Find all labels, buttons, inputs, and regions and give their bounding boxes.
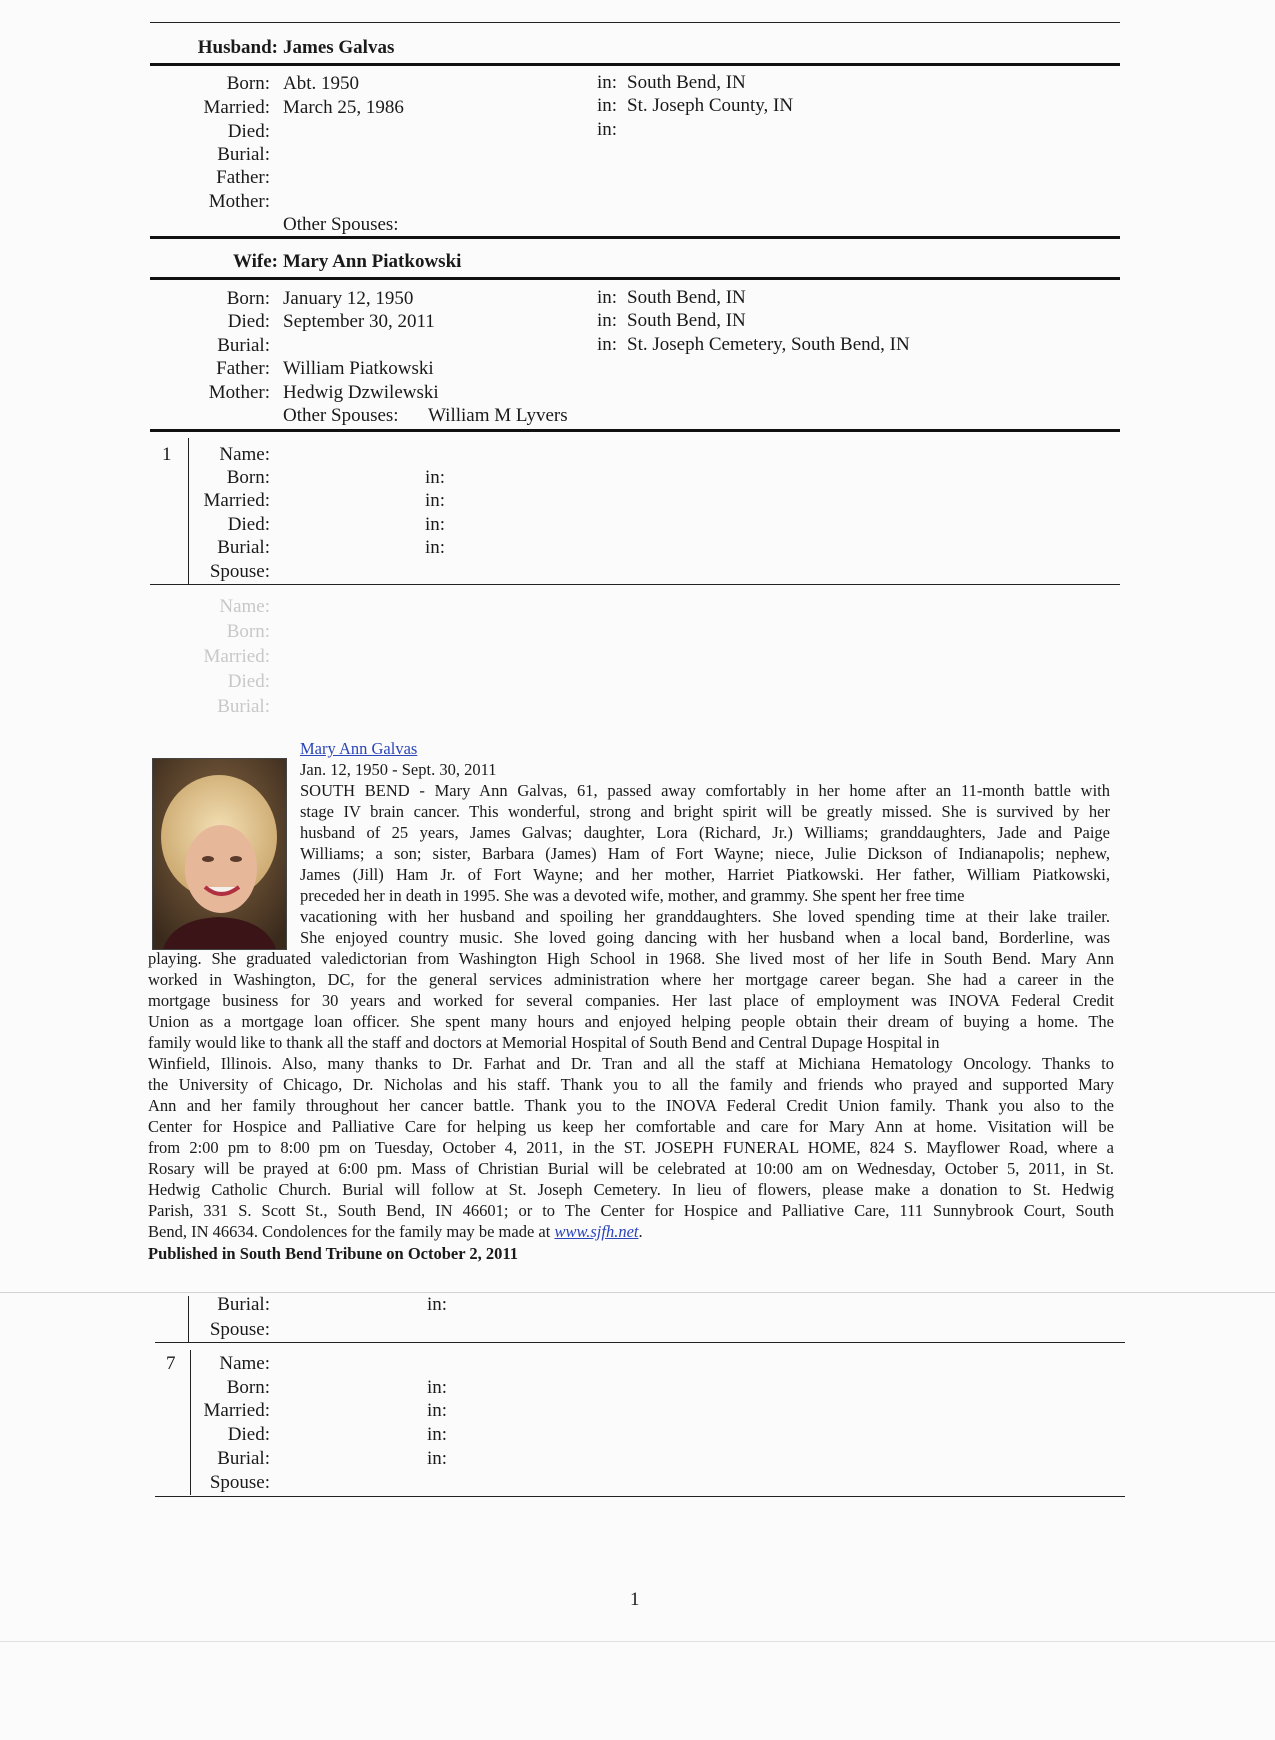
funeral-home-link[interactable]: www.sjfh.net (554, 1222, 639, 1241)
child7-burial-in: in: (427, 1448, 448, 1469)
wife-born-value: January 12, 1950 (283, 288, 414, 309)
wife-other-spouses-label: Other Spouses: (283, 405, 399, 426)
husband-married-in-label: in: (597, 95, 618, 116)
wife-mother-value: Hedwig Dzwilewski (283, 382, 439, 403)
child7-burial-label: Burial: (217, 1448, 270, 1469)
wife-father-label: Father: (216, 358, 270, 379)
obituary-line: mortgage business for 30 years and worked for several companies. Her last place of employment was INOVA Federal Credit (148, 991, 1114, 1010)
obituary-line: stage IV brain cancer. This wonderful, strong and bright spirit will be greatly missed. She is survived by her (300, 802, 1110, 821)
faded-died-label: Died: (227, 671, 270, 692)
wife-burial-place: St. Joseph Cemetery, South Bend, IN (627, 334, 910, 355)
top-rule (150, 22, 1120, 23)
faded-burial-label: Burial: (217, 696, 270, 717)
obituary-line: Williams; a son; sister, Barbara (James) Ham of Fort Wayne; niece, Julie Dickson of Indianapolis; nephew, (300, 844, 1110, 863)
husband-name: James Galvas (283, 37, 395, 58)
husband-born-place: South Bend, IN (627, 72, 746, 93)
obituary-line: Rosary will be prayed at 6:00 pm. Mass of Christian Burial will be celebrated at 10:00 am on Wednesday, October 5, 2011, in St. (148, 1159, 1114, 1178)
obituary-title-link[interactable]: Mary Ann Galvas (300, 739, 418, 758)
page-edge (0, 1641, 1275, 1642)
partial-bottom-rule (155, 1342, 1125, 1343)
child1-died-label: Died: (227, 514, 270, 535)
faded-name-label: Name: (219, 596, 270, 617)
obituary-line: playing. She graduated valedictorian from Washington High School in 1968. She lived most of her life in South Bend. Mary Ann (148, 949, 1114, 968)
husband-rule (150, 63, 1120, 66)
faded-married-label: Married: (203, 646, 270, 667)
child1-born-in: in: (425, 467, 446, 488)
child1-died-in: in: (425, 514, 446, 535)
wife-born-label: Born: (226, 288, 270, 309)
obituary-line: Union as a mortgage loan officer. She spent many hours and enjoyed helping people obtain their dream of buying a home. The (148, 1012, 1114, 1031)
husband-died-in-label: in: (597, 119, 618, 140)
child7-died-in: in: (427, 1424, 448, 1445)
child1-married-label: Married: (203, 490, 270, 511)
wife-born-in-label: in: (597, 287, 618, 308)
obituary-line: family would like to thank all the staff and doctors at Memorial Hospital of South Bend and Central Dupage Hospital in (148, 1033, 940, 1052)
page-number: 1 (630, 1589, 640, 1610)
husband-mother-label: Mother: (208, 191, 270, 212)
obituary-line: the University of Chicago, Dr. Nicholas and his staff. Thank you to all the family and friends who prayed and supported Mary (148, 1075, 1114, 1094)
child1-married-in: in: (425, 490, 446, 511)
husband-born-value: Abt. 1950 (283, 73, 359, 94)
wife-died-in-label: in: (597, 310, 618, 331)
child7-bottom-rule (155, 1496, 1125, 1497)
husband-born-in-label: in: (597, 72, 618, 93)
obituary-line: worked in Washington, DC, for the general services administration where her mortgage career began. She had a career in the (148, 970, 1114, 989)
portrait-photo (152, 758, 287, 950)
wife-born-place: South Bend, IN (627, 287, 746, 308)
faded-born-label: Born: (226, 621, 270, 642)
partial-spouse-label: Spouse: (209, 1319, 270, 1340)
husband-married-label: Married: (203, 97, 270, 118)
wife-rule (150, 277, 1120, 280)
child1-bottom-rule (150, 584, 1120, 585)
child7-born-label: Born: (226, 1377, 270, 1398)
child1-burial-in: in: (425, 537, 446, 558)
child1-born-label: Born: (226, 467, 270, 488)
wife-other-spouses-value: William M Lyvers (428, 405, 568, 426)
child1-number: 1 (162, 444, 172, 465)
child7-number: 7 (166, 1353, 176, 1374)
obituary-last-line-text: Bend, IN 46634. Condolences for the family may be made at (148, 1222, 555, 1241)
obituary-line: Hedwig Catholic Church. Burial will follow at St. Joseph Cemetery. In lieu of flowers, please make a donation to St. Hedwig (148, 1180, 1114, 1199)
child7-married-in: in: (427, 1400, 448, 1421)
child7-born-in: in: (427, 1377, 448, 1398)
wife-died-label: Died: (227, 311, 270, 332)
child7-spouse-label: Spouse: (209, 1472, 270, 1493)
obituary-line: SOUTH BEND - Mary Ann Galvas, 61, passed away comfortably in her home after an 11-month battle with (300, 781, 1110, 800)
obituary-line: preceded her in death in 1995. She was a devoted wife, mother, and grammy. She spent her free time (300, 886, 965, 905)
wife-died-place: South Bend, IN (627, 310, 746, 331)
child1-name-label: Name: (219, 444, 270, 465)
obituary-line: Parish, 331 S. Scott St., South Bend, IN 46601; or to The Center for Hospice and Palliative Care, 111 Sunnybrook Court, South (148, 1201, 1114, 1220)
obituary-dates: Jan. 12, 1950 - Sept. 30, 2011 (300, 760, 497, 779)
obituary-line: Ann and her family throughout her cancer battle. Thank you to the INOVA Federal Credit Union family. Thank you also to the (148, 1096, 1114, 1115)
wife-died-value: September 30, 2011 (283, 311, 435, 332)
obituary-line: Winfield, Illinois. Also, many thanks to Dr. Farhat and Dr. Tran and all the staff at Michiana Hematology Oncology. Thanks to (148, 1054, 1114, 1073)
obituary-last-line (148, 1221, 1114, 1243)
husband-other-spouses-label: Other Spouses: (283, 214, 399, 235)
child1-spouse-label: Spouse: (209, 561, 270, 582)
wife-heading-label: Wife: (232, 251, 278, 272)
child1-burial-label: Burial: (217, 537, 270, 558)
husband-died-label: Died: (227, 121, 270, 142)
child7-name-label: Name: (219, 1353, 270, 1374)
obituary-last-line-end: . (638, 1222, 643, 1241)
wife-father-value: William Piatkowski (283, 358, 434, 379)
obituary-line: vacationing with her husband and spoiling her granddaughters. She loved spending time at their lake trailer. (300, 907, 1110, 926)
wife-mother-label: Mother: (208, 382, 270, 403)
published-note: Published in South Bend Tribune on October 2, 2011 (148, 1244, 518, 1263)
husband-born-label: Born: (226, 73, 270, 94)
obituary-line: husband of 25 years, James Galvas; daughter, Lora (Richard, Jr.) Williams; granddaughters, Jade and Paige (300, 823, 1110, 842)
obituary-line: She enjoyed country music. She loved going dancing with her husband when a local band, Borderline, was (300, 928, 1110, 947)
wife-name: Mary Ann Piatkowski (283, 251, 462, 272)
obituary-line: from 2:00 pm to 8:00 pm on Tuesday, October 4, 2011, in the ST. JOSEPH FUNERAL HOME, 824 S. Mayflower Road, where a (148, 1138, 1114, 1157)
obituary-line: James (Jill) Ham Jr. of Fort Wayne; and her mother, Harriet Piatkowski. Her father, William Piatkowski, (300, 865, 1110, 884)
child7-died-label: Died: (227, 1424, 270, 1445)
wife-burial-label: Burial: (217, 335, 270, 356)
child7-married-label: Married: (203, 1400, 270, 1421)
wife-top-rule (150, 236, 1120, 239)
partial-burial-in: in: (427, 1294, 448, 1315)
husband-married-place: St. Joseph County, IN (627, 95, 794, 116)
husband-heading-label: Husband: (197, 37, 278, 58)
child1-top-rule (150, 429, 1120, 432)
obituary-line: Center for Hospice and Palliative Care for helping us keep her comfortable and care for Mary Ann at home. Visitation will be (148, 1117, 1114, 1136)
husband-father-label: Father: (216, 167, 270, 188)
partial-burial-label: Burial: (217, 1294, 270, 1315)
husband-married-value: March 25, 1986 (283, 97, 404, 118)
wife-burial-in-label: in: (597, 334, 618, 355)
husband-burial-label: Burial: (217, 144, 270, 165)
